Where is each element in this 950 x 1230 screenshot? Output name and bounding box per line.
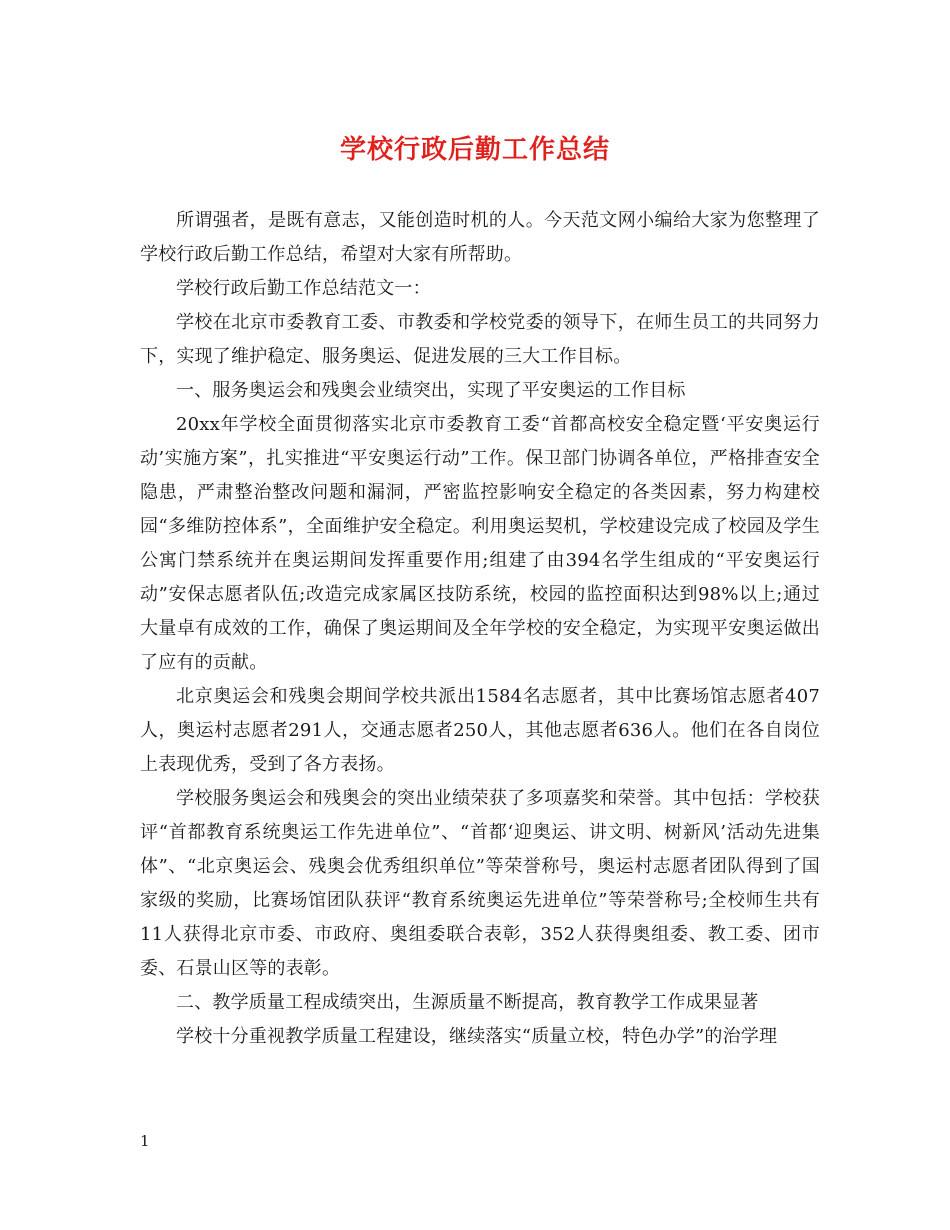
- page-number: 1: [140, 1132, 150, 1150]
- intro-paragraph: 所谓强者，是既有意志，又能创造时机的人。今天范文网小编给大家为您整理了学校行政后勤工作总结，希望对大家有所帮助。: [140, 210, 820, 265]
- body-paragraph: 学校服务奥运会和残奥会的突出业绩荣获了多项嘉奖和荣誉。其中包括：学校获评“首都教育系统奥运工作先进单位”、“首都‘迎奥运、讲文明、树新风’活动先进集体”、“北京奥运会、残奥会优秀组织单位”等荣誉称号，奥运村志愿者团队得到了国家级的奖励，比赛场馆团队获评“教育系统奥运先进单位”等荣誉称号;全校师生共有11人获得北京市委、市政府、奥组委联合表彰，352人获得奥组委、教工委、团市委、石景山区等的表彰。: [140, 788, 820, 979]
- document-body: [140, 204, 820, 1054]
- section-heading-2: 二、教学质量工程成绩突出，生源质量不断提高，教育教学工作成果显著: [176, 992, 759, 1013]
- body-paragraph: 学校十分重视教学质量工程建设，继续落实“质量立校，特色办学”的治学理: [176, 1026, 778, 1047]
- body-paragraph: 20xx年学校全面贯彻落实北京市委教育工委“首都高校安全稳定暨‘平安奥运行动’实施方案”，扎实推进“平安奥运行动”工作。保卫部门协调各单位，严格排查安全隐患，严肃整治整改问题和漏洞，严密监控影响安全稳定的各类因素，努力构建校园“多维防控体系”，全面维护安全稳定。利用奥运契机，学校建设完成了校园及学生公寓门禁系统并在奥运期间发挥重要作用;组建了由394名学生组成的“平安奥运行动”安保志愿者队伍;改造完成家属区技防系统，校园的监控面积达到98%以上;通过大量卓有成效的工作，确保了奥运期间及全年学校的安全稳定，为实现平安奥运做出了应有的贡献。: [140, 414, 820, 673]
- document-title: 学校行政后勤工作总结: [339, 135, 610, 165]
- sample-heading: 学校行政后勤工作总结范文一：: [176, 278, 431, 299]
- body-paragraph: 北京奥运会和残奥会期间学校共派出1584名志愿者，其中比赛场馆志愿者407人，奥运村志愿者291人，交通志愿者250人，其他志愿者636人。他们在各自岗位上表现优秀，受到了各方表扬。: [140, 686, 820, 775]
- body-paragraph: 学校在北京市委教育工委、市教委和学校党委的领导下，在师生员工的共同努力下，实现了维护稳定、服务奥运、促进发展的三大工作目标。: [140, 312, 820, 367]
- section-heading-1: 一、服务奥运会和残奥会业绩突出，实现了平安奥运的工作目标: [176, 380, 686, 401]
